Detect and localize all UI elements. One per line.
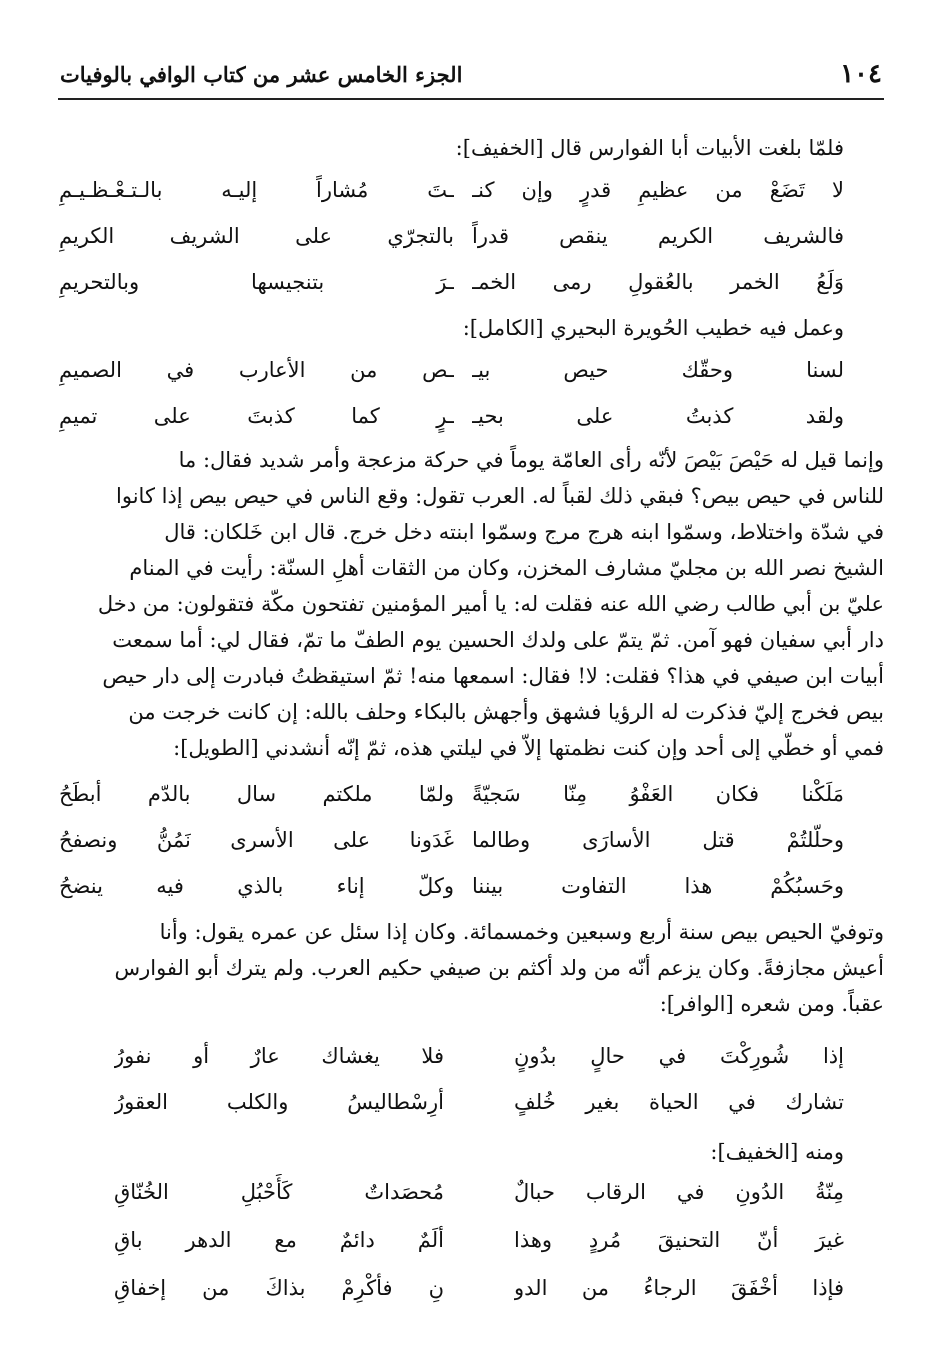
poem-3-verse — [58, 776, 884, 812]
second-hemistich: نِ فأكْرِمْ بذاكَ من إخفاقِ — [114, 1276, 444, 1300]
prose-line: دار أبي سفيان فهو آمن. ثمّ يتمّ على ولدك الحسين يوم الطفّ ما تمّ، فقال لي: أما سمعت — [112, 628, 884, 652]
first-hemistich: مَلَكْنا فكان العَفْوُ مِنّا سَجيّةً — [472, 782, 844, 806]
first-hemistich: إذا شُورِكْتَ في حالٍ بدُونٍ — [514, 1044, 844, 1068]
second-hemistich: بالتجرّي على الشريف الكريمِ — [59, 224, 454, 248]
prose-line: فمي أو خطّي إلى أحد وإن كنت نظمتها إلاّ في ليلتي هذه، ثمّ إنّه أنشدني [الطويل]: — [173, 736, 884, 760]
prose-line: بيص فخرج إليّ فذكرت له الرؤيا فشهق وأجهش بالبكاء وحلف بالله: إن كانت خرجت من — [128, 700, 884, 724]
first-hemistich: غيرَ أنّ التحنيقَ مُردٍ وهذا — [514, 1228, 844, 1252]
first-hemistich: وحلّلتُمْ قتل الأسارَى وطالما — [472, 828, 844, 852]
page-number: ١٠٤ — [840, 59, 882, 89]
first-hemistich: لا تَضَعْ من عظيمِ قدرٍ وإن كنـ — [472, 178, 844, 202]
poem-4-verse — [58, 1038, 884, 1074]
second-hemistich: غَدَونا على الأسرى نَمُنُّ ونصفحُ — [59, 828, 454, 852]
first-hemistich: وَلَعُ الخمر بالعُقولِ رمى الخمـ — [472, 270, 844, 294]
second-hemistich: مُحصَداتٌ كَأَحْبُلِ الخُنّاقِ — [114, 1180, 444, 1204]
first-hemistich: فالشريف الكريم ينقص قدراً — [472, 224, 844, 248]
prose-line: أعيش مجازفةً. وكان يزعم أنّه من ولد أكثم بن صيفي حكيم العرب. ولم يترك أبو الفوارس — [114, 956, 884, 980]
first-hemistich: لسنا وحقّك حيص بيـ — [472, 358, 844, 382]
first-hemistich: فإذا أخْفَقَ الرجاءُ من الدو — [514, 1276, 844, 1300]
prose-line: عقباً. ومن شعره [الوافر]: — [659, 992, 884, 1016]
second-hemistich: ـص من الأعارب في الصميمِ — [59, 358, 454, 382]
second-hemistich: ـتَ مُشاراً إليـه بالـتـعْـظـيـمِ — [59, 178, 454, 202]
poem-5-verse — [58, 1222, 884, 1258]
poem-5-verse — [58, 1174, 884, 1210]
second-hemistich: فلا يغشاك عارٌ أو نفورُ — [114, 1044, 444, 1068]
prose-line: وتوفيّ الحيص بيص سنة أربع وسبعين وخمسمائة. وكان إذا سئل عن عمره يقول: وأنا — [159, 920, 884, 944]
poem-2-verse — [58, 352, 884, 388]
prose-line: للناس في حيص بيص؟ فبقي ذلك لقباً له. العرب تقول: وقع الناس في حيص بيص إذا كانوا — [116, 484, 884, 508]
verse-intro-3: ومنه [الخفيف]: — [710, 1140, 844, 1164]
running-title: الجزء الخامس عشر من كتاب الوافي بالوفيات — [60, 61, 463, 87]
first-hemistich: تشارك في الحياة بغير خُلفٍ — [514, 1090, 844, 1114]
second-hemistich: ـرَ بتنجيسها وبالتحريمِ — [59, 270, 454, 294]
first-hemistich: وحَسبُكُمْ هذا التفاوت بيننا — [472, 874, 844, 898]
poem-1-verse — [58, 172, 884, 208]
prose-line: عليّ بن أبي طالب رضي الله عنه فقلت له: يا أمير المؤمنين تفتحون مكّة فتقولون: من دخل — [97, 592, 884, 616]
first-hemistich: ولقد كذبتُ على بحيـ — [472, 404, 844, 428]
running-header — [60, 56, 882, 92]
verse-intro-2: وعمل فيه خطيب الحُويرة البحيري [الكامل]: — [462, 316, 844, 340]
second-hemistich: ألَمٌ دائمٌ مع الدهر باقِ — [114, 1228, 444, 1252]
poem-4-verse — [58, 1084, 884, 1120]
poem-5-verse — [58, 1270, 884, 1306]
second-hemistich: ولمّا ملكتم سال بالدّم أبطَحُ — [59, 782, 454, 806]
verse-intro-1: فلمّا بلغت الأبيات أبا الفوارس قال [الخفيف]: — [455, 136, 844, 160]
first-hemistich: مِنّةُ الدُونِ في الرقاب حبالٌ — [514, 1180, 844, 1204]
second-hemistich: ـرٍ كما كذبتَ على تميمِ — [59, 404, 454, 428]
prose-line: الشيخ نصر الله بن مجليّ مشارف المخزن، وكان من الثقات أهلِ السنّة: رأيت في المنام — [129, 556, 884, 580]
poem-3-verse — [58, 822, 884, 858]
second-hemistich: وكلّ إناء بالذي فيه ينضحُ — [59, 874, 454, 898]
second-hemistich: أرِسْطاليسُ والكلب العقورُ — [114, 1090, 444, 1114]
poem-1-verse — [58, 218, 884, 254]
prose-line: وإنما قيل له حَيْصَ بَيْصَ لأنّه رأى العامّة يوماً في حركة مزعجة وأمر شديد فقال: ما — [178, 448, 884, 472]
poem-2-verse — [58, 398, 884, 434]
prose-line: في شدّة واختلاط، وسمّوا ابنه هرج مرج وسمّوا ابنته دخل خرج. قال ابن خَلكان: قال — [164, 520, 884, 544]
header-rule — [58, 98, 884, 100]
poem-1-verse — [58, 264, 884, 300]
prose-line: أبيات ابن صيفي في هذا؟ فقلت: لا! فقال: اسمعها منه! ثمّ استيقظتُ فبادرت إلى دار حيص — [102, 664, 884, 688]
poem-3-verse — [58, 868, 884, 904]
